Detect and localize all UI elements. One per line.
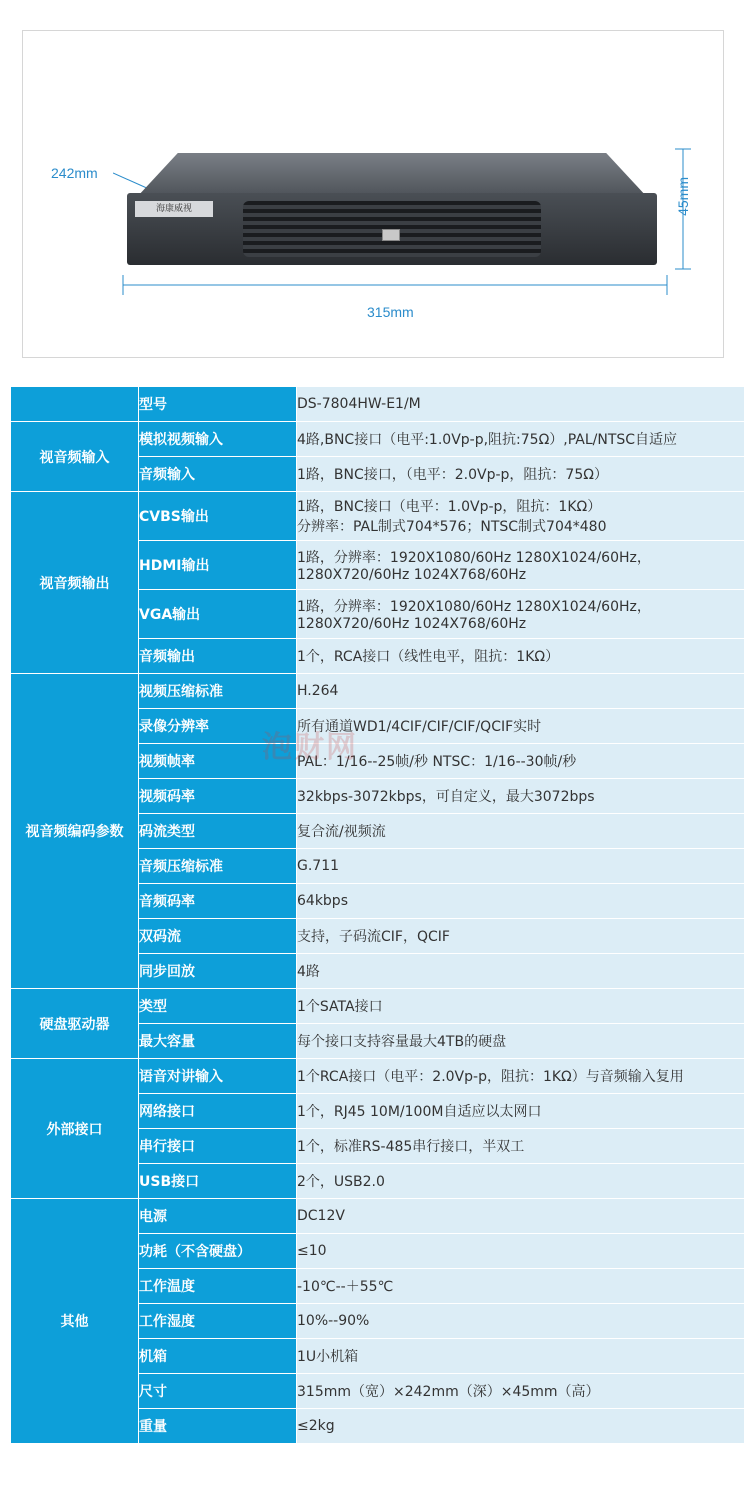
- spec-table: [10, 386, 745, 1444]
- spec-value: 1路，BNC接口，（电平：2.0Vp-p，阻抗：75Ω）: [297, 457, 745, 492]
- spec-value: 1个，RJ45 10M/100M自适应以太网口: [297, 1094, 745, 1129]
- spec-value: 315mm（宽）×242mm（深）×45mm（高）: [297, 1374, 745, 1409]
- spec-row: [11, 989, 745, 1024]
- spec-name: 音频码率: [139, 884, 297, 919]
- brand-plate: 海康威视: [135, 201, 213, 217]
- width-dimension-line: [121, 275, 671, 295]
- spec-value: 1个，标准RS-485串行接口，半双工: [297, 1129, 745, 1164]
- spec-name: 视频压缩标准: [139, 674, 297, 709]
- spec-name: 音频压缩标准: [139, 849, 297, 884]
- spec-category: 其他: [11, 1199, 139, 1444]
- spec-value: DC12V: [297, 1199, 745, 1234]
- spec-name: VGA输出: [139, 590, 297, 639]
- spec-name: 型号: [139, 387, 297, 422]
- spec-value: 1个，RCA接口（线性电平，阻抗：1KΩ）: [297, 639, 745, 674]
- spec-category: 视音频输入: [11, 422, 139, 492]
- spec-value: ≤2kg: [297, 1409, 745, 1444]
- spec-category: 硬盘驱动器: [11, 989, 139, 1059]
- spec-value: 每个接口支持容量最大4TB的硬盘: [297, 1024, 745, 1059]
- spec-value: 1路，分辨率：1920X1080/60Hz 1280X1024/60Hz， 1280X720/60Hz 1024X768/60Hz: [297, 590, 745, 639]
- spec-value: -10℃--＋55℃: [297, 1269, 745, 1304]
- spec-category: 外部接口: [11, 1059, 139, 1199]
- spec-category: [11, 387, 139, 422]
- spec-row: [11, 674, 745, 709]
- spec-value: 2个，USB2.0: [297, 1164, 745, 1199]
- spec-name: 语音对讲输入: [139, 1059, 297, 1094]
- spec-name: 串行接口: [139, 1129, 297, 1164]
- spec-name: 网络接口: [139, 1094, 297, 1129]
- spec-value: 4路,BNC接口（电平:1.0Vp-p,阻抗:75Ω）,PAL/NTSC自适应: [297, 422, 745, 457]
- spec-name: 录像分辨率: [139, 709, 297, 744]
- depth-label: 242mm: [51, 165, 98, 181]
- spec-name: 最大容量: [139, 1024, 297, 1059]
- spec-category: 视音频输出: [11, 492, 139, 674]
- spec-name: USB接口: [139, 1164, 297, 1199]
- spec-name: 音频输出: [139, 639, 297, 674]
- usb-port-icon: [382, 229, 400, 241]
- spec-name: 尺寸: [139, 1374, 297, 1409]
- spec-value: 1路，BNC接口（电平：1.0Vp-p，阻抗：1KΩ） 分辨率：PAL制式704*576；NTSC制式704*480: [297, 492, 745, 541]
- height-label: 45mm: [675, 177, 691, 216]
- spec-value: 1个SATA接口: [297, 989, 745, 1024]
- spec-name: 同步回放: [139, 954, 297, 989]
- spec-value: 32kbps-3072kbps，可自定义，最大3072bps: [297, 779, 745, 814]
- spec-value: 1个RCA接口（电平：2.0Vp-p，阻抗：1KΩ）与音频输入复用: [297, 1059, 745, 1094]
- spec-name: CVBS输出: [139, 492, 297, 541]
- spec-value: ≤10: [297, 1234, 745, 1269]
- spec-value: 4路: [297, 954, 745, 989]
- spec-name: 视频帧率: [139, 744, 297, 779]
- spec-name: 工作湿度: [139, 1304, 297, 1339]
- spec-row: [11, 1059, 745, 1094]
- spec-value: 10%--90%: [297, 1304, 745, 1339]
- dvr-device-illustration: [127, 153, 657, 263]
- spec-name: 视频码率: [139, 779, 297, 814]
- spec-value: 1路，分辨率：1920X1080/60Hz 1280X1024/60Hz， 1280X720/60Hz 1024X768/60Hz: [297, 541, 745, 590]
- spec-value: DS-7804HW-E1/M: [297, 387, 745, 422]
- spec-name: 码流类型: [139, 814, 297, 849]
- spec-value: 64kbps: [297, 884, 745, 919]
- spec-value: 支持，子码流CIF，QCIF: [297, 919, 745, 954]
- spec-row: [11, 387, 745, 422]
- spec-row: [11, 422, 745, 457]
- spec-value: 所有通道WD1/4CIF/CIF/CIF/QCIF实时: [297, 709, 745, 744]
- product-image-panel: [22, 30, 724, 358]
- watermark: 泡财网: [262, 730, 358, 765]
- spec-name: 双码流: [139, 919, 297, 954]
- spec-name: 重量: [139, 1409, 297, 1444]
- spec-name: 模拟视频输入: [139, 422, 297, 457]
- spec-name: 电源: [139, 1199, 297, 1234]
- spec-category: 视音频编码参数: [11, 674, 139, 989]
- spec-name: 类型: [139, 989, 297, 1024]
- spec-value: 复合流/视频流: [297, 814, 745, 849]
- spec-name: 机箱: [139, 1339, 297, 1374]
- spec-value: PAL：1/16--25帧/秒 NTSC：1/16--30帧/秒: [297, 744, 745, 779]
- spec-row: [11, 492, 745, 541]
- spec-row: [11, 1199, 745, 1234]
- spec-value: 1U小机箱: [297, 1339, 745, 1374]
- spec-name: HDMI输出: [139, 541, 297, 590]
- spec-value: G.711: [297, 849, 745, 884]
- spec-name: 音频输入: [139, 457, 297, 492]
- spec-name: 工作温度: [139, 1269, 297, 1304]
- spec-name: 功耗（不含硬盘）: [139, 1234, 297, 1269]
- width-label: 315mm: [367, 304, 414, 320]
- spec-value: H.264: [297, 674, 745, 709]
